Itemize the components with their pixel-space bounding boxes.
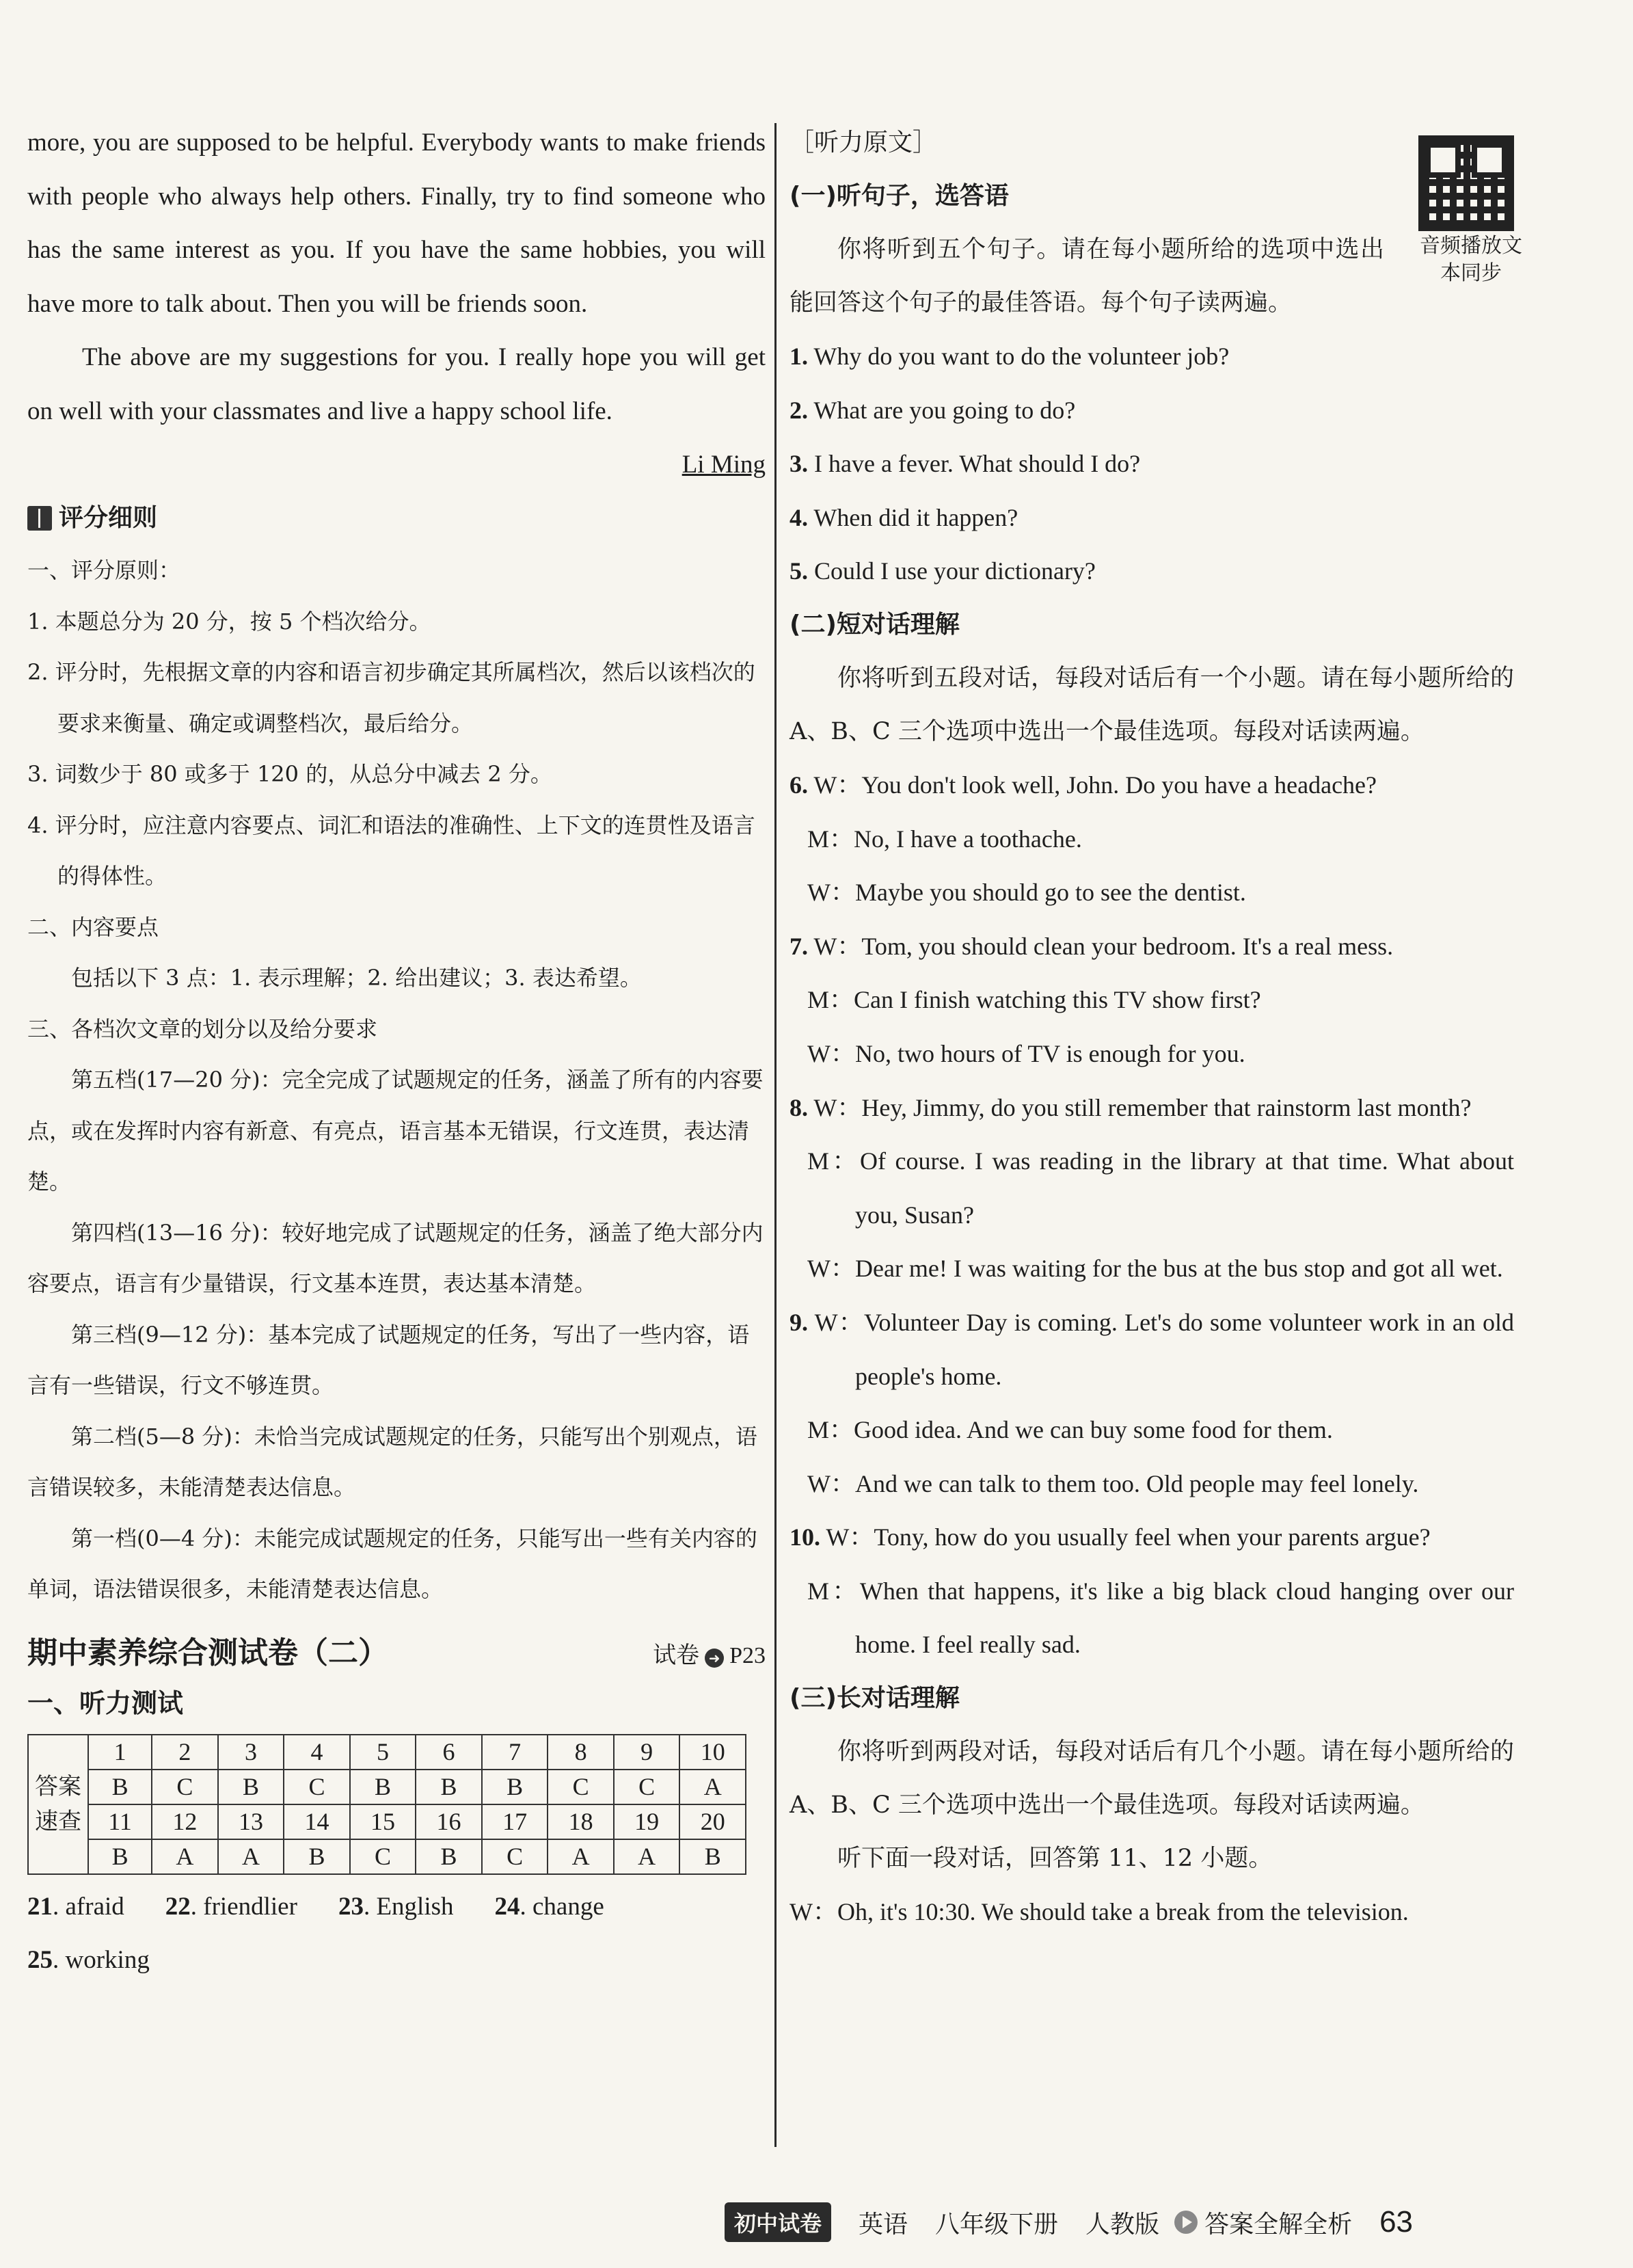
listening-title: 一、听力测试 <box>27 1687 184 1718</box>
arrow-right-icon: ➜ <box>705 1649 724 1668</box>
answer-cell: 20 <box>679 1804 746 1839</box>
answer-cell: 14 <box>284 1804 350 1839</box>
part3-subintro: 听下面一段对话，回答第 11、12 小题。 <box>837 1845 1273 1873</box>
answer-cell: C <box>548 1770 614 1804</box>
dialogue-text: W：Dear me! I was waiting for the bus at the bus stop and got all wet. <box>807 1255 1503 1283</box>
answer-cell: B <box>218 1770 284 1804</box>
dialogue-number: 6. <box>789 771 808 799</box>
dialogue <box>789 758 1514 920</box>
dialogue <box>789 1296 1514 1510</box>
fill-answer-number: 25 <box>27 1945 53 1974</box>
qr-caption: 音频播放文本同步 <box>1420 234 1522 285</box>
signature <box>27 438 766 492</box>
item-number: 5. <box>789 557 808 585</box>
dialogue-text: W：No, two hours of TV is enough for you. <box>807 1039 1245 1067</box>
dialogue-text: M：Can I finish watching this TV show first? <box>807 986 1261 1014</box>
fill-answer-word: friendlier <box>203 1892 297 1921</box>
part3-line: W：Oh, it's 10:30. We should take a break from the television. <box>789 1898 1409 1926</box>
answer-table-row <box>28 1735 746 1770</box>
dialogue-line <box>789 1242 1514 1296</box>
item-text: I have a fever. What should I do? <box>814 450 1141 478</box>
answer-cell: C <box>284 1770 350 1804</box>
answer-label-cell <box>28 1735 88 1770</box>
book-icon <box>27 506 52 531</box>
answer-cell: 12 <box>152 1804 218 1839</box>
answer-cell: 17 <box>482 1804 548 1839</box>
answer-cell: B <box>679 1839 746 1874</box>
dialogue-line <box>789 866 1514 920</box>
dialogue-line <box>789 920 1514 974</box>
answer-cell: C <box>482 1839 548 1874</box>
dialogue-number: 9. <box>789 1308 808 1336</box>
dialogue-number: 8. <box>789 1093 808 1121</box>
rubric-line: 二、内容要点 <box>27 913 159 940</box>
dialogue-line <box>789 1403 1514 1457</box>
dialogue-list <box>789 758 1514 1672</box>
dialogue-line <box>789 973 1514 1027</box>
rubric-line: 4. 评分时，应注意内容要点、词汇和语法的准确性、上下文的连贯性及语言的得体性。 <box>27 812 755 889</box>
rubric-line: 2. 评分时，先根据文章的内容和语言初步确定其所属档次，然后以该档次的要求来衡量、确定或调整档次，最后给分。 <box>27 659 755 736</box>
answer-cell: 19 <box>614 1804 680 1839</box>
dialogue-text: W：Tom, you should clean your bedroom. It's a real mess. <box>813 932 1394 960</box>
dialogue-text: W：And we can talk to them too. Old people may feel lonely. <box>807 1469 1419 1497</box>
exam-title-row <box>27 1627 766 1679</box>
dialogue-number: 10. <box>789 1523 820 1551</box>
answer-table-row <box>28 1804 746 1839</box>
dialogue-text: W：Hey, Jimmy, do you still remember that rainstorm last month? <box>813 1093 1472 1121</box>
item-number: 1. <box>789 343 808 370</box>
answer-table-row <box>28 1839 746 1874</box>
part2-title: (二)短对话理解 <box>789 610 960 639</box>
exam-reference <box>653 1636 766 1670</box>
item-number: 2. <box>789 396 808 424</box>
fill-answer-item: 23. English <box>338 1892 454 1921</box>
fill-answers <box>27 1880 766 1987</box>
dialogue-text: M：Of course. I was reading in the library at that time. What about you, Susan? <box>807 1147 1514 1229</box>
part2-intro: 你将听到五段对话，每段对话后有一个小题。请在每小题所给的 A、B、C 三个选项中选出一个最佳选项。每段对话读两遍。 <box>789 664 1514 745</box>
answer-cell: 15 <box>350 1804 416 1839</box>
answer-cell: 11 <box>88 1804 152 1839</box>
item-text: Could I use your dictionary? <box>814 557 1096 585</box>
answer-cell: A <box>152 1839 218 1874</box>
rubric-heading <box>27 492 766 545</box>
part1-title: (一)听句子，选答语 <box>789 182 1009 210</box>
footer-subject: 英语 <box>859 2210 908 2239</box>
answer-cell: 8 <box>548 1735 614 1770</box>
dialogue-line <box>789 1457 1514 1511</box>
exam-ref-label: 试卷 <box>653 1641 700 1669</box>
rubric-line: 3. 词数少于 80 或多于 120 的，从总分中减去 2 分。 <box>27 761 552 787</box>
answer-cell: B <box>416 1839 482 1874</box>
rubric-line: 一、评分原则： <box>27 557 181 583</box>
dialogue <box>789 1510 1514 1672</box>
dialogue-line <box>789 1134 1514 1242</box>
page-footer <box>725 2200 1413 2244</box>
exam-title: 期中素养综合测试卷（二） <box>27 1635 388 1670</box>
answer-cell: 4 <box>284 1735 350 1770</box>
fill-answer-word: change <box>532 1892 604 1921</box>
part3-title: (三)长对话理解 <box>789 1684 960 1713</box>
transcript-title: ［听力原文］ <box>789 129 938 157</box>
rubric-line: 包括以下 3 点：1. 表示理解；2. 给出建议；3. 表达希望。 <box>71 965 642 991</box>
dialogue-text: W：Maybe you should go to see the dentist. <box>807 879 1246 907</box>
exam-ref-page: P23 <box>729 1642 766 1668</box>
dialogue-line <box>789 812 1514 866</box>
answer-cell: B <box>88 1770 152 1804</box>
answer-cell: 6 <box>416 1735 482 1770</box>
answer-label-cell: 速查 <box>28 1804 88 1839</box>
column-divider <box>774 123 777 2147</box>
dialogue-text: M：Good idea. And we can buy some food for them. <box>807 1416 1333 1444</box>
play-icon <box>1174 2211 1198 2234</box>
rubric-line: 三、各档次文章的划分以及给分要求 <box>27 1015 378 1042</box>
signature-text: Li Ming <box>681 451 766 479</box>
fill-answer-item: 25. working <box>27 1945 150 1974</box>
footer-brand: 初中试卷 <box>725 2202 831 2242</box>
fill-answer-item: 22. friendlier <box>165 1892 297 1921</box>
footer-edition: 人教版 <box>1085 2210 1160 2239</box>
answer-cell: 9 <box>614 1735 680 1770</box>
answer-cell: C <box>152 1770 218 1804</box>
rubric-line: 第一档(0—4 分)：未能完成试题规定的任务，只能写出一些有关内容的单词，语法错误很多，未能清楚表达信息。 <box>27 1525 757 1602</box>
answer-table-row <box>28 1770 746 1804</box>
essay-paragraph: The above are my suggestions for you. I really hope you will get on well with your classmates and live a happy school life. <box>27 343 766 425</box>
fill-answer-number: 23 <box>338 1892 364 1921</box>
answer-cell: A <box>679 1770 746 1804</box>
footer-tag: 答案全解全析 <box>1204 2210 1353 2239</box>
answer-cell: C <box>614 1770 680 1804</box>
dialogue-line <box>789 1027 1514 1081</box>
sentence-item <box>789 330 1514 384</box>
page-number: 63 <box>1379 2205 1414 2239</box>
dialogue-line <box>789 1081 1514 1135</box>
dialogue-text: W：Tony, how do you usually feel when your parents argue? <box>826 1523 1431 1551</box>
right-column <box>789 116 1514 1939</box>
item-text: Why do you want to do the volunteer job? <box>813 343 1230 370</box>
sentence-item <box>789 384 1514 438</box>
sentence-item <box>789 437 1514 491</box>
answer-cell: 3 <box>218 1735 284 1770</box>
rubric-title: 评分细则 <box>59 504 158 532</box>
answer-cell: 1 <box>88 1735 152 1770</box>
footer-grade: 八年级下册 <box>935 2210 1059 2239</box>
answer-cell: 2 <box>152 1735 218 1770</box>
item-number: 3. <box>789 450 808 478</box>
answer-cell: B <box>350 1770 416 1804</box>
answer-cell: B <box>284 1839 350 1874</box>
essay-paragraph: more, you are supposed to be helpful. Everybody wants to make friends with people who always help others. Finally, try to find someone who has the same interest as you. If you have the same hobbies, you will have more to talk about. Then you will be friends soon. <box>27 129 766 318</box>
sentence-item <box>789 544 1514 598</box>
answer-cell: B <box>416 1770 482 1804</box>
answer-cell: 10 <box>679 1735 746 1770</box>
answer-cell: A <box>218 1839 284 1874</box>
rubric-line: 第三档(9—12 分)：基本完成了试题规定的任务，写出了一些内容，语言有一些错误，行文不够连贯。 <box>27 1321 750 1398</box>
answer-label-cell <box>28 1839 88 1874</box>
fill-answer-word: English <box>376 1892 454 1921</box>
dialogue-text: W：Volunteer Day is coming. Let's do some volunteer work in an old people's home. <box>814 1308 1514 1390</box>
answer-cell: B <box>482 1770 548 1804</box>
answer-cell: B <box>88 1839 152 1874</box>
answer-cell: 18 <box>548 1804 614 1839</box>
dialogue-number: 7. <box>789 932 808 960</box>
dialogue-text: W：You don't look well, John. Do you have a headache? <box>813 771 1377 799</box>
dialogue-text: M：When that happens, it's like a big black cloud hanging over our home. I feel really sad. <box>807 1577 1514 1659</box>
rubric-line: 1. 本题总分为 20 分，按 5 个档次给分。 <box>27 608 431 635</box>
left-column <box>27 116 766 1987</box>
dialogue-line <box>789 1564 1514 1672</box>
answer-cell: A <box>614 1839 680 1874</box>
fill-answer-word: working <box>65 1945 150 1974</box>
fill-answer-number: 22 <box>165 1892 191 1921</box>
part3-intro: 你将听到两段对话，每段对话后有几个小题。请在每小题所给的 A、B、C 三个选项中选出一个最佳选项。每段对话读两遍。 <box>789 1738 1514 1819</box>
dialogue-line <box>789 758 1514 812</box>
dialogue <box>789 920 1514 1081</box>
part1-items <box>789 330 1514 598</box>
fill-answer-number: 21 <box>27 1892 53 1921</box>
fill-answer-number: 24 <box>494 1892 520 1921</box>
dialogue <box>789 1081 1514 1296</box>
answer-cell: 13 <box>218 1804 284 1839</box>
rubric-line: 第二档(5—8 分)：未恰当完成试题规定的任务，只能写出个别观点，语言错误较多，未能清楚表达信息。 <box>27 1423 757 1500</box>
item-number: 4. <box>789 503 808 531</box>
rubric-line: 第五档(17—20 分)：完全完成了试题规定的任务，涵盖了所有的内容要点，或在发挥时内容有新意、有亮点，语言基本无错误，行文连贯，表达清楚。 <box>27 1067 764 1195</box>
dialogue-text: M：No, I have a toothache. <box>807 825 1082 853</box>
fill-answer-item: 24. change <box>494 1892 604 1921</box>
item-text: What are you going to do? <box>813 396 1076 424</box>
fill-answer-word: afraid <box>65 1892 124 1921</box>
answer-cell: 7 <box>482 1735 548 1770</box>
answer-table <box>27 1734 746 1875</box>
answer-label-cell: 答案 <box>28 1770 88 1804</box>
answer-cell: A <box>548 1839 614 1874</box>
answer-cell: 16 <box>416 1804 482 1839</box>
part1-intro: 你将听到五个句子。请在每小题所给的选项中选出能回答这个句子的最佳答语。每个句子读两遍。 <box>789 236 1384 317</box>
rubric-line: 第四档(13—16 分)：较好地完成了试题规定的任务，涵盖了绝大部分内容要点，语言有少量错误，行文基本连贯，表达基本清楚。 <box>27 1219 764 1296</box>
answer-cell: 5 <box>350 1735 416 1770</box>
dialogue-line <box>789 1510 1514 1564</box>
dialogue-line <box>789 1296 1514 1403</box>
item-text: When did it happen? <box>813 503 1018 531</box>
answer-cell: C <box>350 1839 416 1874</box>
fill-answer-item: 21. afraid <box>27 1892 124 1921</box>
sentence-item <box>789 491 1514 545</box>
